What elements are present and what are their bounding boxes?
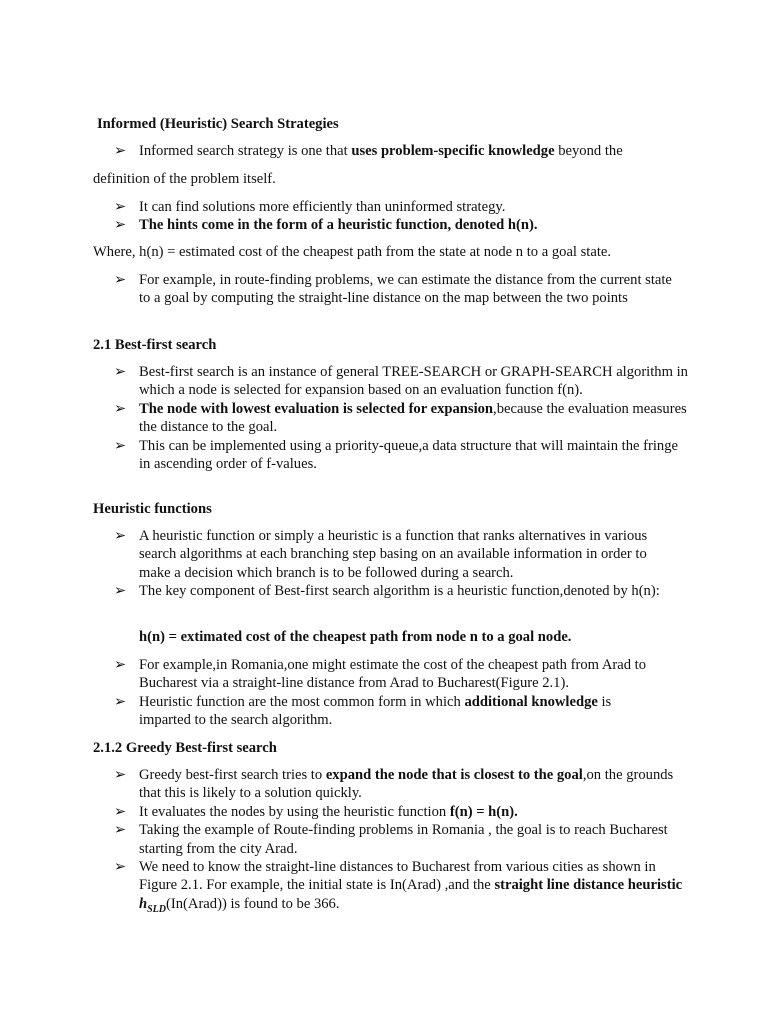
heuristic-bullet-list (0, 527, 768, 601)
arrow-bullet-icon: ➢ (114, 364, 127, 380)
arrow-bullet-icon: ➢ (114, 272, 127, 288)
intro-bullet-list-2 (0, 198, 768, 235)
arrow-bullet-icon: ➢ (114, 693, 127, 710)
where-line: Where, h(n) = estimated cost of the cheapest path from the state at node n to a goal state. (93, 244, 612, 260)
arrow-bullet-icon: ➢ (114, 657, 127, 673)
hsld-symbol: $h_{SLD}$ (139, 895, 167, 915)
greedy-bullet-3: ➢ Taking the example of Route-finding problems in Romania , the goal is to reach Bucharest starting from the city Arad. (114, 822, 668, 857)
heuristic-bullet-2: ➢ The key component of Best-first search algorithm is a heuristic function,denoted by h(n): (114, 583, 660, 600)
heuristic-bullet-list-2 (0, 656, 768, 730)
arrow-bullet-icon: ➢ (114, 859, 127, 876)
arrow-bullet-icon: ➢ (114, 583, 127, 600)
arrow-bullet-icon: ➢ (114, 528, 127, 544)
best-first-bullet-list (0, 363, 768, 473)
best-first-bullet-1: ➢ Best-first search is an instance of general TREE-SEARCH or GRAPH-SEARCH algorithm in which a node is selected for expansion based on an evaluation function f(n). (114, 364, 688, 399)
heuristic-heading: Heuristic functions (93, 501, 212, 517)
arrow-bullet-icon: ➢ (114, 803, 127, 820)
best-first-heading: 2.1 Best-first search (93, 337, 217, 353)
intro-continuation: definition of the problem itself. (93, 171, 276, 187)
arrow-bullet-icon: ➢ (114, 199, 127, 215)
greedy-heading: 2.1.2 Greedy Best-first search (93, 740, 277, 756)
arrow-bullet-icon: ➢ (114, 217, 127, 234)
arrow-bullet-icon: ➢ (114, 767, 127, 783)
heuristic-bullet-4: ➢ Heuristic function are the most common form in which additional knowledge is imparted to the search algorithm. (114, 693, 612, 729)
best-first-bullet-2: ➢ The node with lowest evaluation is selected for expansion,because the evaluation measures the distance to the goal. (114, 400, 687, 436)
arrow-bullet-icon: ➢ (114, 400, 127, 417)
arrow-bullet-icon: ➢ (114, 822, 127, 839)
greedy-bullet-2: ➢ It evaluates the nodes by using the heuristic function f(n) = h(n). (114, 803, 518, 820)
intro-bullet-list-3 (0, 271, 768, 308)
intro-bullet-3: ➢ The hints come in the form of a heuristic function, denoted h(n). (114, 217, 538, 234)
greedy-bullet-list (0, 766, 768, 919)
intro-bullet-4: ➢ For example, in route-finding problems, we can estimate the distance from the current state to a goal by computing the straight-line distance on the map between the two points (114, 272, 672, 307)
section-title: Informed (Heuristic) Search Strategies (97, 116, 339, 132)
intro-bullet-2: ➢ It can find solutions more efficiently than uninformed strategy. (114, 199, 506, 215)
arrow-bullet-icon: ➢ (114, 437, 127, 454)
intro-bullet-1: ➢ Informed search strategy is one that uses problem-specific knowledge beyond the (114, 143, 623, 159)
greedy-bullet-1: ➢ Greedy best-first search tries to expand the node that is closest to the goal,on the grounds that this is likely to a solution quickly. (114, 767, 674, 802)
heuristic-formula: h(n) = extimated cost of the cheapest path from node n to a goal node. (139, 629, 572, 645)
heuristic-bullet-1: ➢ A heuristic function or simply a heuristic is a function that ranks alternatives in various search algorithms at each branching step basing on an available information in order to make a decision which branch is to be followed during a search. (114, 528, 648, 581)
best-first-bullet-3: ➢ This can be implemented using a priority-queue,a data structure that will maintain the fringe in ascending order of f-values. (114, 437, 678, 473)
heuristic-bullet-3: ➢ For example,in Romania,one might estimate the cost of the cheapest path from Arad to Bucharest via a straight-line distance from Arad to Bucharest(Figure 2.1). (114, 657, 646, 692)
intro-bullet-list (0, 142, 768, 160)
arrow-bullet-icon: ➢ (114, 143, 127, 159)
greedy-bullet-4: ➢ We need to know the straight-line distances to Bucharest from various cities as shown in Figure 2.1. For example, the initial state is In(Arad) ,and the straight line distance heuristic $h_{SLD}(In(Arad))$ is found to be 366. (114, 859, 683, 915)
